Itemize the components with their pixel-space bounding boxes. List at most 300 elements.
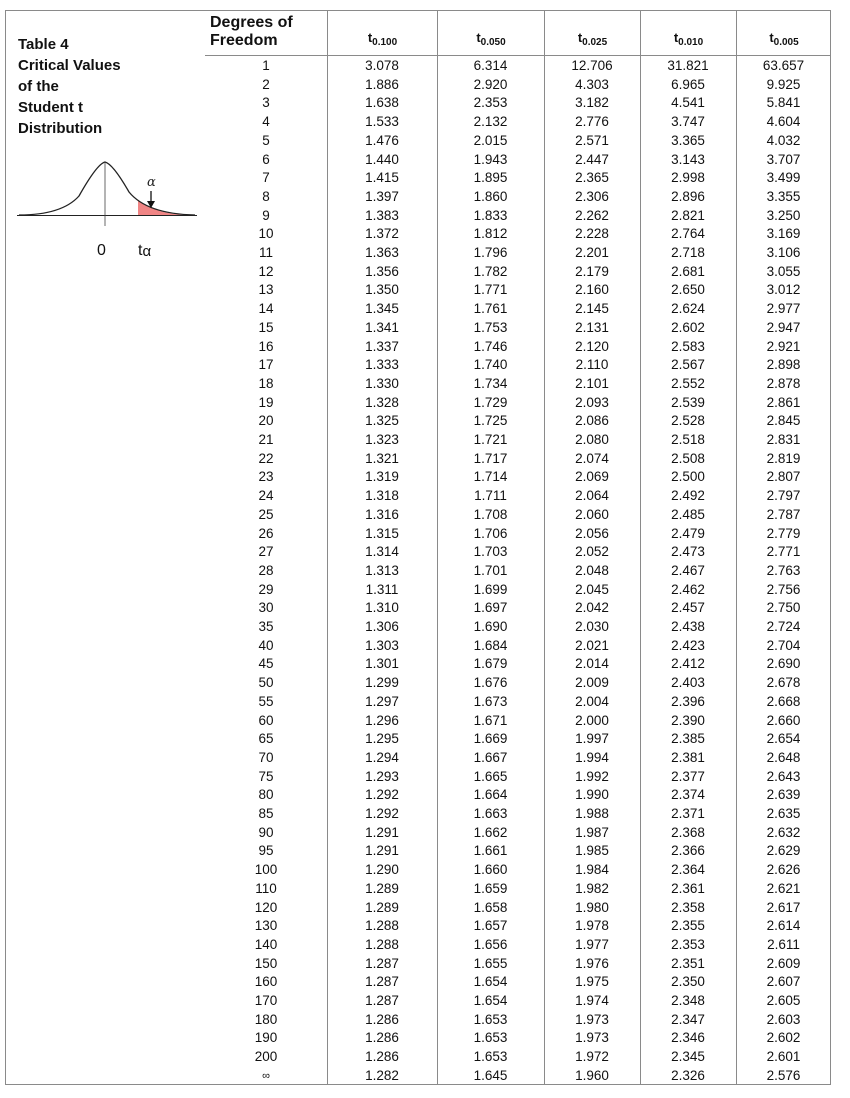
df-cell: 180 bbox=[254, 1011, 278, 1027]
critical-value-cell: 1.661 bbox=[473, 843, 508, 859]
df-cell: 170 bbox=[254, 993, 278, 1008]
critical-value-cell: 2.396 bbox=[671, 693, 705, 709]
df-cell: 26 bbox=[258, 525, 274, 541]
critical-value-cell: 2.000 bbox=[575, 712, 609, 728]
table-row bbox=[205, 824, 831, 843]
critical-value-cell: 2.110 bbox=[575, 357, 609, 373]
critical-value-cell: 1.690 bbox=[473, 619, 508, 634]
df-cell: 3 bbox=[262, 95, 270, 111]
critical-value-cell: 1.287 bbox=[365, 974, 399, 990]
critical-value-cell: 2.014 bbox=[575, 656, 609, 672]
table-row bbox=[205, 562, 831, 581]
table-row bbox=[205, 1011, 831, 1030]
critical-value-cell: 1.292 bbox=[365, 806, 399, 821]
critical-value-cell: 2.576 bbox=[766, 1067, 801, 1083]
critical-value-cell: 1.684 bbox=[473, 637, 508, 653]
critical-value-cell: 2.052 bbox=[575, 544, 609, 560]
critical-value-cell: 2.845 bbox=[766, 413, 801, 429]
critical-value-cell: 2.878 bbox=[766, 375, 801, 391]
critical-value-cell: 1.289 bbox=[365, 880, 399, 896]
critical-value-cell: 1.282 bbox=[365, 1067, 399, 1083]
table-body bbox=[205, 56, 831, 1085]
critical-value-cell: 2.920 bbox=[473, 76, 508, 92]
critical-value-cell: 2.704 bbox=[766, 637, 801, 653]
df-cell: 29 bbox=[258, 581, 274, 597]
critical-value-cell: 1.295 bbox=[365, 731, 399, 747]
critical-value-cell: 1.717 bbox=[473, 450, 508, 466]
critical-value-cell: 2.086 bbox=[575, 413, 609, 429]
critical-value-cell: 2.609 bbox=[766, 955, 801, 971]
critical-value-cell: 1.972 bbox=[575, 1049, 609, 1065]
table-row bbox=[205, 94, 831, 113]
critical-value-cell: 1.833 bbox=[473, 207, 508, 223]
critical-value-cell: 1.476 bbox=[365, 132, 399, 148]
table-row bbox=[205, 1029, 831, 1048]
critical-value-cell: 2.629 bbox=[766, 843, 801, 859]
critical-value-cell: 2.648 bbox=[766, 749, 801, 765]
critical-value-cell: 1.660 bbox=[473, 862, 508, 878]
critical-value-cell: 3.499 bbox=[766, 170, 801, 186]
header-col-t0010 bbox=[640, 10, 736, 55]
table-row bbox=[205, 842, 831, 861]
table-row bbox=[205, 57, 831, 76]
df-cell: 21 bbox=[258, 432, 274, 447]
critical-value-cell: 2.361 bbox=[671, 880, 705, 896]
critical-value-cell: 1.740 bbox=[473, 357, 508, 373]
critical-value-cell: 1.657 bbox=[473, 918, 508, 934]
table-row bbox=[205, 1048, 831, 1067]
critical-value-cell: 2.457 bbox=[671, 600, 705, 616]
critical-value-cell: 2.690 bbox=[766, 656, 801, 672]
table-row bbox=[205, 525, 831, 544]
critical-value-cell: 2.412 bbox=[671, 656, 705, 672]
critical-value-cell: 2.650 bbox=[671, 282, 705, 298]
critical-value-cell: 2.614 bbox=[766, 918, 801, 934]
critical-value-cell: 1.665 bbox=[473, 768, 508, 784]
critical-value-cell: 1.703 bbox=[473, 544, 508, 560]
critical-value-cell: 2.462 bbox=[671, 581, 705, 597]
critical-value-cell: 2.500 bbox=[671, 469, 705, 485]
critical-value-cell: 2.718 bbox=[671, 245, 705, 260]
critical-value-cell: 2.724 bbox=[766, 619, 801, 634]
critical-value-cell: 2.364 bbox=[671, 862, 705, 878]
critical-value-cell: 2.021 bbox=[575, 637, 609, 653]
critical-value-cell: 1.289 bbox=[365, 899, 399, 915]
header-col-sub: 0.100 bbox=[372, 37, 398, 48]
critical-value-cell: 1.313 bbox=[365, 562, 399, 578]
critical-value-cell: 1.669 bbox=[473, 731, 508, 747]
critical-value-cell: 1.796 bbox=[473, 245, 508, 260]
critical-value-cell: 1.984 bbox=[575, 862, 609, 878]
critical-value-cell: 1.638 bbox=[365, 95, 399, 111]
critical-value-cell: 1.714 bbox=[473, 469, 508, 485]
critical-value-cell: 3.078 bbox=[365, 58, 399, 73]
table-row bbox=[205, 338, 831, 357]
df-cell: 90 bbox=[258, 824, 274, 840]
critical-value-cell: 1.960 bbox=[575, 1067, 609, 1083]
critical-value-cell: 1.314 bbox=[365, 544, 399, 560]
critical-value-cell: 2.552 bbox=[671, 375, 705, 391]
critical-value-cell: 2.009 bbox=[575, 675, 609, 691]
critical-value-cell: 2.681 bbox=[671, 263, 705, 279]
df-cell: 50 bbox=[258, 675, 274, 691]
header-col-main: t bbox=[673, 30, 679, 45]
table-row bbox=[205, 300, 831, 319]
critical-value-cell: 2.374 bbox=[671, 787, 705, 803]
df-cell: 70 bbox=[258, 749, 274, 765]
df-cell: 140 bbox=[254, 936, 278, 952]
critical-value-cell: 2.567 bbox=[671, 357, 705, 373]
critical-value-cell: 1.708 bbox=[473, 506, 508, 522]
critical-value-cell: 3.169 bbox=[766, 226, 801, 242]
header-df-line-2: Freedom bbox=[210, 32, 278, 49]
critical-value-cell: 1.977 bbox=[575, 936, 609, 952]
critical-value-cell: 1.655 bbox=[473, 955, 508, 971]
critical-value-cell: 1.985 bbox=[575, 843, 609, 859]
df-cell: 27 bbox=[258, 544, 274, 560]
table-row bbox=[205, 730, 831, 749]
critical-value-cell: 2.093 bbox=[575, 394, 609, 410]
table-row bbox=[205, 786, 831, 805]
table-title-line-1: Table 4 bbox=[18, 36, 69, 53]
critical-value-cell: 1.667 bbox=[473, 749, 508, 765]
critical-value-cell: 2.764 bbox=[671, 226, 705, 242]
critical-value-cell: 2.508 bbox=[671, 450, 705, 466]
df-cell: 45 bbox=[258, 656, 274, 672]
critical-value-cell: 1.659 bbox=[473, 880, 508, 896]
critical-value-cell: 1.303 bbox=[365, 637, 399, 653]
critical-value-cell: 2.473 bbox=[671, 544, 705, 560]
critical-value-cell: 2.447 bbox=[575, 151, 609, 167]
critical-value-cell: 2.120 bbox=[575, 338, 609, 354]
table-title-line-5: Distribution bbox=[18, 120, 103, 137]
critical-value-cell: 1.291 bbox=[365, 824, 399, 840]
table-row bbox=[205, 749, 831, 768]
critical-value-cell: 2.056 bbox=[575, 525, 609, 541]
df-cell: 22 bbox=[258, 450, 274, 466]
df-cell: 60 bbox=[258, 712, 274, 728]
critical-value-cell: 2.101 bbox=[575, 375, 609, 391]
critical-value-cell: 1.994 bbox=[575, 749, 609, 765]
critical-value-cell: 2.831 bbox=[766, 432, 801, 447]
critical-value-cell: 6.314 bbox=[473, 58, 508, 73]
df-cell: 85 bbox=[258, 806, 274, 821]
table-title-line-2: Critical Values bbox=[18, 57, 121, 74]
critical-value-cell: 2.750 bbox=[766, 600, 801, 616]
critical-value-cell: 2.358 bbox=[671, 899, 705, 915]
critical-value-cell: 2.368 bbox=[671, 824, 705, 840]
critical-value-cell: 1.319 bbox=[365, 469, 399, 485]
df-cell: 6 bbox=[262, 151, 270, 167]
critical-value-cell: 3.012 bbox=[766, 282, 801, 298]
table-row bbox=[205, 76, 831, 95]
critical-value-cell: 2.403 bbox=[671, 675, 705, 691]
critical-value-cell: 2.819 bbox=[766, 450, 801, 466]
critical-value-cell: 63.657 bbox=[762, 58, 805, 73]
critical-value-cell: 1.440 bbox=[365, 151, 399, 167]
table-row bbox=[205, 281, 831, 300]
critical-value-cell: 2.583 bbox=[671, 338, 705, 354]
df-cell: 160 bbox=[254, 974, 278, 990]
critical-value-cell: 1.363 bbox=[365, 245, 399, 260]
critical-value-cell: 3.707 bbox=[766, 151, 801, 167]
critical-value-cell: 1.734 bbox=[473, 375, 508, 391]
critical-value-cell: 1.341 bbox=[365, 319, 399, 335]
critical-value-cell: 3.055 bbox=[766, 263, 801, 279]
critical-value-cell: 2.643 bbox=[766, 768, 801, 784]
df-cell: 150 bbox=[254, 955, 278, 971]
critical-value-cell: 1.316 bbox=[365, 506, 399, 522]
df-cell: 5 bbox=[262, 132, 270, 148]
critical-value-cell: 2.064 bbox=[575, 488, 609, 504]
header-col-sub: 0.025 bbox=[582, 37, 608, 48]
df-cell: 17 bbox=[258, 357, 274, 373]
critical-value-cell: 6.965 bbox=[671, 76, 705, 92]
critical-value-cell: 1.293 bbox=[365, 768, 399, 784]
critical-value-cell: 1.973 bbox=[575, 1030, 609, 1046]
table-row bbox=[205, 712, 831, 731]
table-row bbox=[205, 132, 831, 151]
critical-value-cell: 1.697 bbox=[473, 600, 508, 616]
critical-value-cell: 1.943 bbox=[473, 151, 508, 167]
table-row bbox=[205, 543, 831, 562]
df-cell: 4 bbox=[262, 114, 270, 130]
critical-value-cell: 1.311 bbox=[365, 581, 399, 597]
table-row bbox=[205, 244, 831, 263]
critical-value-cell: 1.662 bbox=[473, 824, 508, 840]
critical-value-cell: 2.611 bbox=[767, 936, 800, 952]
critical-value-cell: 1.658 bbox=[473, 899, 508, 915]
critical-value-cell: 1.297 bbox=[365, 693, 399, 709]
df-cell: 80 bbox=[258, 787, 274, 803]
critical-value-cell: 1.782 bbox=[473, 263, 508, 279]
critical-value-cell: 2.438 bbox=[671, 619, 705, 634]
df-cell: 95 bbox=[258, 843, 274, 859]
critical-value-cell: 2.371 bbox=[671, 806, 705, 821]
critical-value-cell: 2.861 bbox=[766, 394, 801, 410]
table-row bbox=[205, 899, 831, 918]
critical-value-cell: 1.323 bbox=[365, 432, 399, 447]
critical-value-cell: 2.045 bbox=[575, 581, 609, 597]
critical-value-cell: 2.621 bbox=[766, 880, 801, 896]
critical-value-cell: 1.679 bbox=[473, 656, 508, 672]
df-cell: 7 bbox=[262, 170, 270, 186]
critical-value-cell: 2.756 bbox=[766, 581, 801, 597]
header-col-t0050 bbox=[437, 10, 544, 55]
critical-value-cell: 2.385 bbox=[671, 731, 705, 747]
critical-value-cell: 1.333 bbox=[365, 357, 399, 373]
table-row bbox=[205, 637, 831, 656]
critical-value-cell: 1.288 bbox=[365, 918, 399, 934]
df-cell: 23 bbox=[258, 469, 274, 485]
header-col-sub: 0.005 bbox=[773, 37, 799, 48]
critical-value-cell: 2.351 bbox=[671, 955, 705, 971]
df-cell: 40 bbox=[258, 637, 274, 653]
critical-value-cell: 2.467 bbox=[671, 562, 705, 578]
critical-value-cell: 1.301 bbox=[365, 656, 399, 672]
table-row bbox=[205, 655, 831, 674]
header-col-main: t bbox=[367, 30, 373, 45]
critical-value-cell: 1.654 bbox=[473, 993, 508, 1008]
table-row bbox=[205, 375, 831, 394]
critical-value-cell: 1.671 bbox=[473, 712, 508, 728]
critical-value-cell: 2.353 bbox=[671, 936, 705, 952]
critical-value-cell: 2.492 bbox=[671, 488, 705, 504]
critical-value-cell: 1.645 bbox=[473, 1067, 508, 1083]
critical-value-cell: 1.294 bbox=[365, 749, 399, 765]
critical-value-cell: 2.539 bbox=[671, 394, 705, 410]
header-col-main: t bbox=[769, 30, 774, 45]
critical-value-cell: 1.337 bbox=[365, 338, 399, 354]
critical-value-cell: 2.624 bbox=[671, 301, 705, 317]
header-df-line-1: Degrees of bbox=[210, 14, 293, 31]
critical-value-cell: 2.528 bbox=[671, 413, 705, 429]
table-row bbox=[205, 599, 831, 618]
critical-value-cell: 1.771 bbox=[473, 282, 508, 298]
critical-value-cell: 1.701 bbox=[473, 562, 508, 578]
critical-value-cell: 1.318 bbox=[365, 488, 399, 504]
critical-value-cell: 1.397 bbox=[365, 188, 399, 204]
critical-value-cell: 2.326 bbox=[671, 1067, 705, 1083]
df-cell: 30 bbox=[258, 600, 274, 616]
df-cell: 100 bbox=[254, 862, 278, 878]
critical-value-cell: 2.048 bbox=[575, 562, 609, 578]
critical-value-cell: 1.325 bbox=[365, 413, 399, 429]
critical-value-cell: 4.541 bbox=[671, 95, 705, 111]
critical-value-cell: 2.602 bbox=[766, 1030, 801, 1046]
critical-value-cell: 2.160 bbox=[575, 282, 609, 298]
critical-value-cell: 1.328 bbox=[365, 394, 399, 410]
table-row bbox=[205, 356, 831, 375]
critical-value-cell: 2.605 bbox=[766, 993, 801, 1008]
critical-value-cell: 1.664 bbox=[473, 787, 508, 803]
critical-value-cell: 1.383 bbox=[365, 207, 399, 223]
table-row bbox=[205, 973, 831, 992]
critical-value-cell: 1.291 bbox=[365, 843, 399, 859]
critical-value-cell: 1.287 bbox=[365, 993, 399, 1008]
critical-value-cell: 1.290 bbox=[365, 862, 399, 878]
critical-value-cell: 1.372 bbox=[365, 226, 399, 242]
critical-value-cell: 2.654 bbox=[766, 731, 801, 747]
critical-value-cell: 1.299 bbox=[365, 675, 399, 691]
critical-value-cell: 1.978 bbox=[575, 918, 609, 934]
critical-value-cell: 2.617 bbox=[766, 899, 801, 915]
critical-value-cell: 2.030 bbox=[575, 619, 609, 634]
bell-curve bbox=[19, 162, 195, 215]
critical-value-cell: 2.355 bbox=[671, 918, 705, 934]
critical-value-cell: 1.653 bbox=[473, 1011, 508, 1027]
df-cell: 190 bbox=[254, 1030, 278, 1046]
critical-value-cell: 1.286 bbox=[365, 1049, 399, 1065]
df-cell: 19 bbox=[258, 394, 274, 410]
table-row bbox=[205, 468, 831, 487]
critical-value-cell: 2.366 bbox=[671, 843, 705, 859]
critical-value-cell: 1.673 bbox=[473, 693, 508, 709]
table-row bbox=[205, 431, 831, 450]
table-row bbox=[205, 188, 831, 207]
critical-value-cell: 2.060 bbox=[575, 506, 609, 522]
df-cell: 55 bbox=[258, 693, 274, 709]
critical-value-cell: 3.355 bbox=[766, 188, 801, 204]
table-row bbox=[205, 450, 831, 469]
critical-value-cell: 1.711 bbox=[474, 488, 507, 504]
table-caption-column bbox=[5, 10, 205, 1085]
table-row bbox=[205, 674, 831, 693]
critical-value-cell: 1.886 bbox=[365, 76, 399, 92]
critical-value-cell: 2.350 bbox=[671, 974, 705, 990]
critical-value-cell: 1.286 bbox=[365, 1011, 399, 1027]
critical-value-cell: 2.004 bbox=[575, 693, 609, 709]
df-cell: 120 bbox=[254, 899, 278, 915]
critical-value-cell: 1.988 bbox=[575, 806, 609, 821]
df-cell: 2 bbox=[262, 76, 270, 92]
df-cell: 11 bbox=[258, 245, 273, 260]
table-row bbox=[205, 113, 831, 132]
critical-value-cell: 1.533 bbox=[365, 114, 399, 130]
critical-value-cell: 2.668 bbox=[766, 693, 801, 709]
critical-value-cell: 1.321 bbox=[365, 450, 399, 466]
critical-value-cell: 2.632 bbox=[766, 824, 801, 840]
critical-value-cell: 1.729 bbox=[473, 394, 508, 410]
critical-value-cell: 1.653 bbox=[473, 1049, 508, 1065]
critical-value-cell: 2.776 bbox=[575, 114, 609, 130]
critical-value-cell: 1.653 bbox=[473, 1030, 508, 1046]
critical-value-cell: 3.182 bbox=[575, 95, 609, 111]
t-distribution-figure bbox=[17, 156, 197, 236]
critical-value-cell: 4.032 bbox=[766, 132, 801, 148]
critical-value-cell: 2.607 bbox=[766, 974, 801, 990]
df-cell: 12 bbox=[258, 263, 274, 279]
df-cell: 25 bbox=[258, 506, 274, 522]
table-row bbox=[205, 618, 831, 637]
critical-value-cell: 3.747 bbox=[671, 114, 705, 130]
critical-value-cell: 2.601 bbox=[766, 1049, 801, 1065]
df-cell: 16 bbox=[258, 338, 274, 354]
header-col-main: t bbox=[577, 30, 583, 45]
critical-value-cell: 1.721 bbox=[473, 432, 508, 447]
critical-value-cell: 5.841 bbox=[766, 95, 801, 111]
critical-value-cell: 1.676 bbox=[473, 675, 508, 691]
critical-value-cell: 1.350 bbox=[365, 282, 399, 298]
critical-value-cell: 2.977 bbox=[766, 301, 801, 317]
df-cell: 20 bbox=[258, 413, 274, 429]
critical-value-cell: 1.975 bbox=[575, 974, 609, 990]
critical-value-cell: 2.602 bbox=[671, 319, 705, 335]
critical-value-cell: 2.921 bbox=[766, 338, 801, 354]
critical-value-cell: 2.365 bbox=[575, 170, 609, 186]
critical-value-cell: 1.286 bbox=[365, 1030, 399, 1046]
critical-value-cell: 2.069 bbox=[575, 469, 609, 485]
critical-value-cell: 2.603 bbox=[766, 1011, 801, 1027]
table-header-row bbox=[205, 10, 831, 55]
critical-value-cell: 1.895 bbox=[473, 170, 508, 186]
df-cell: 28 bbox=[258, 562, 274, 578]
df-cell: 14 bbox=[258, 301, 274, 317]
critical-value-cell: 1.292 bbox=[365, 787, 399, 803]
t-alpha-label bbox=[138, 242, 151, 260]
df-cell: 130 bbox=[254, 918, 278, 934]
table-row bbox=[205, 225, 831, 244]
critical-value-cell: 2.381 bbox=[671, 749, 705, 765]
critical-value-cell: 1.725 bbox=[473, 413, 508, 429]
table-row bbox=[205, 506, 831, 525]
table-row bbox=[205, 861, 831, 880]
df-cell: ∞ bbox=[262, 1069, 270, 1082]
table-row bbox=[205, 319, 831, 338]
critical-value-cell: 1.980 bbox=[575, 899, 609, 915]
critical-value-cell: 1.415 bbox=[365, 170, 399, 186]
df-cell: 10 bbox=[258, 226, 274, 242]
